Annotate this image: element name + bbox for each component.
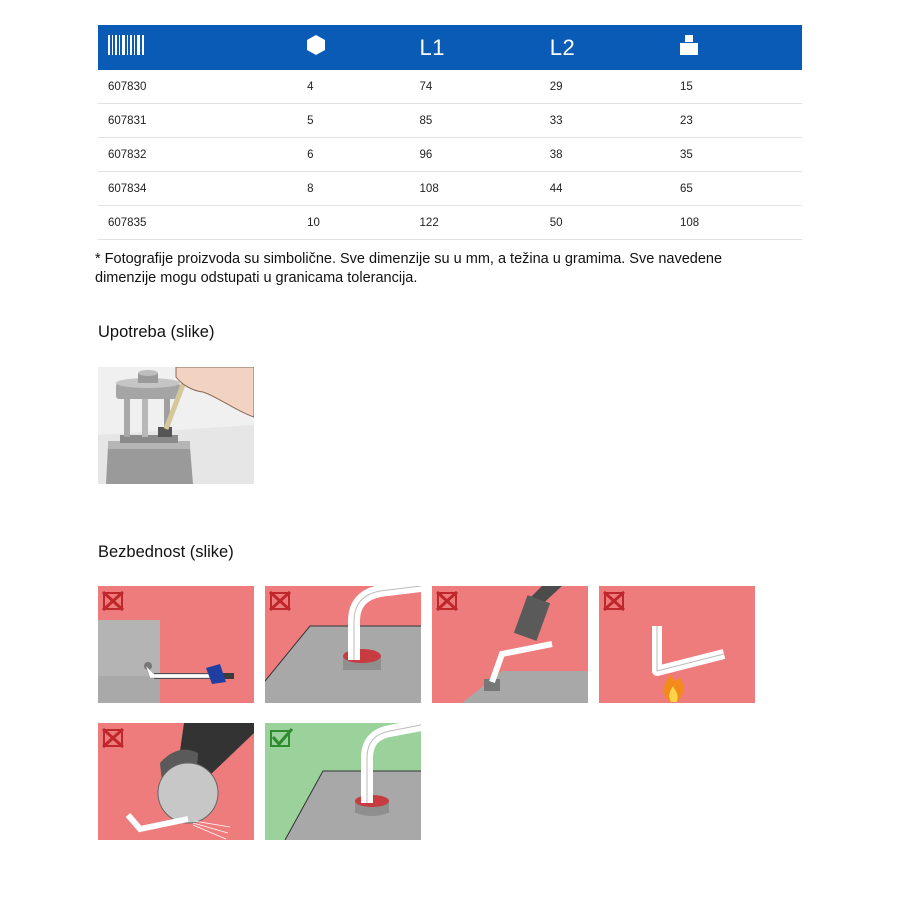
table-row (98, 206, 802, 240)
article-number-cell: 607834 (98, 172, 297, 206)
usage-title: Upotreba (slike) (98, 323, 215, 341)
hex-size-cell: 5 (297, 104, 409, 138)
weight-cell: 23 (670, 104, 802, 138)
article-number-cell: 607830 (98, 70, 297, 104)
table-row (98, 104, 802, 138)
header-l2: L2 (549, 34, 576, 60)
hexagon-icon (307, 35, 325, 55)
hex-size-cell: 4 (297, 70, 409, 104)
weight-cell: 65 (670, 172, 802, 206)
article-number-cell: 607832 (98, 138, 297, 172)
safety-image-no-cutting-grinding (98, 723, 254, 840)
safety-title: Bezbednost (slike) (98, 543, 234, 561)
l2-cell: 44 (540, 172, 670, 206)
table-row (98, 172, 802, 206)
safety-image-correct-use (265, 723, 421, 840)
table-body (98, 70, 802, 240)
safety-image-no-bolt-turning-with-leverage (265, 586, 421, 703)
hex-size-cell: 10 (297, 206, 409, 240)
weight-cell: 15 (670, 70, 802, 104)
safety-image-no-heating (599, 586, 755, 703)
article-number-cell: 607835 (98, 206, 297, 240)
l2-cell: 29 (540, 70, 670, 104)
table-row (98, 138, 802, 172)
header-article-number (98, 25, 297, 70)
l2-cell: 50 (540, 206, 670, 240)
table-row (98, 70, 802, 104)
hex-size-cell: 6 (297, 138, 409, 172)
l1-cell: 96 (410, 138, 540, 172)
safety-image-no-hammering (432, 586, 588, 703)
header-l1: L1 (419, 34, 446, 60)
article-number-cell: 607831 (98, 104, 297, 138)
header-weight (670, 25, 802, 70)
l1-cell: 74 (410, 70, 540, 104)
l2-cell: 33 (540, 104, 670, 138)
l1-cell: 108 (410, 172, 540, 206)
barcode-icon (108, 35, 144, 55)
l1-cell: 85 (410, 104, 540, 138)
table-header-row (98, 25, 802, 70)
l1-cell: 122 (410, 206, 540, 240)
weight-icon (680, 35, 698, 55)
hex-size-cell: 8 (297, 172, 409, 206)
weight-cell: 35 (670, 138, 802, 172)
spec-table (98, 25, 802, 240)
weight-cell: 108 (670, 206, 802, 240)
l2-cell: 38 (540, 138, 670, 172)
usage-illustration (98, 367, 254, 484)
safety-image-no-extension-pipe (98, 586, 254, 703)
disclaimer-note: * Fotografije proizvoda su simbolične. Sve dimenzije su u mm, a težina u gramima. Sve navedene dimenzije mogu odstupati u granicama tolerancija. (95, 251, 723, 286)
header-hex-size (297, 25, 409, 70)
